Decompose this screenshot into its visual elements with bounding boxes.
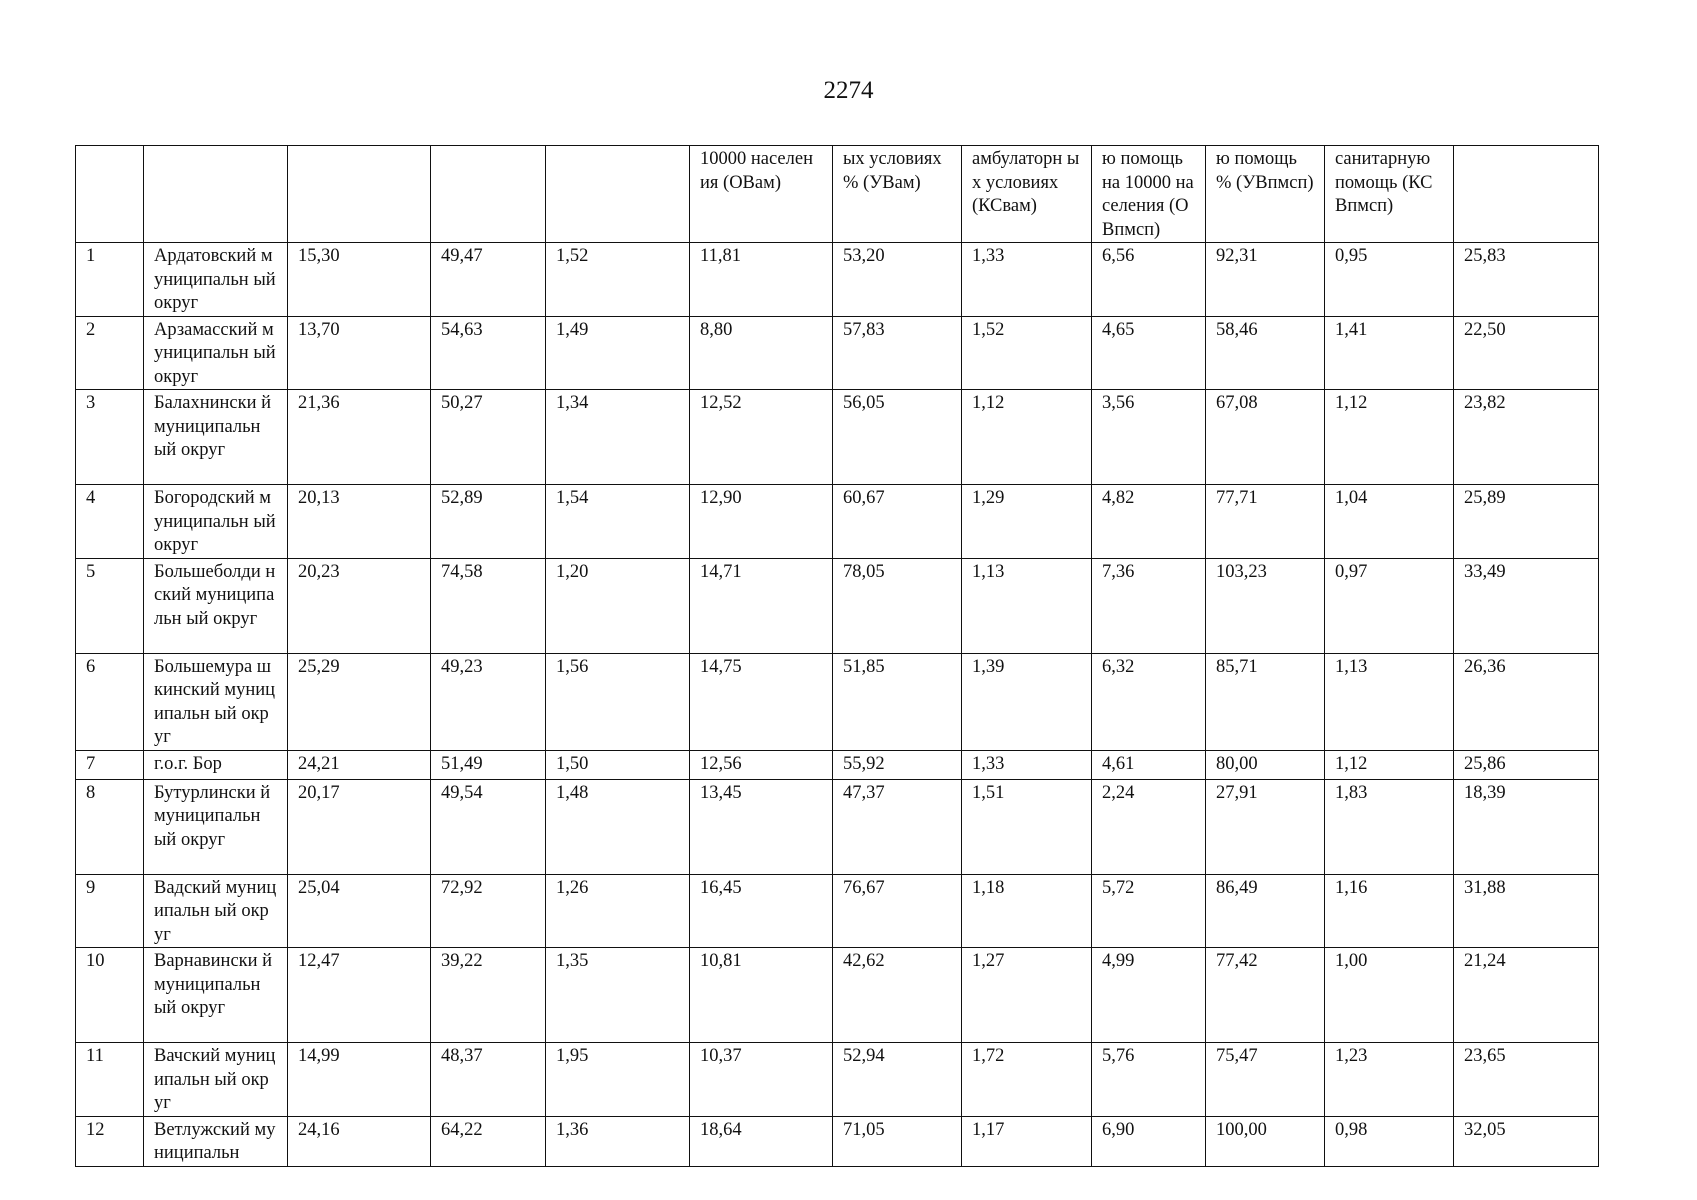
value-cell: 1,18 [962, 874, 1092, 948]
value-cell: 49,47 [431, 243, 546, 317]
value-cell: 23,65 [1454, 1043, 1599, 1117]
row-number-cell: 10 [76, 948, 144, 1043]
row-number-cell: 7 [76, 750, 144, 779]
table-header-row [76, 146, 1599, 243]
value-cell: 72,92 [431, 874, 546, 948]
value-cell: 10,37 [690, 1043, 833, 1117]
value-cell: 1,29 [962, 485, 1092, 559]
value-cell: 1,39 [962, 653, 1092, 750]
district-name-cell: г.о.г. Бор [144, 750, 288, 779]
value-cell: 27,91 [1206, 779, 1325, 874]
value-cell: 0,95 [1325, 243, 1454, 317]
value-cell: 12,47 [288, 948, 431, 1043]
value-cell: 5,76 [1092, 1043, 1206, 1117]
header-cell: 10000 населения (ОВам) [690, 146, 833, 243]
value-cell: 1,12 [962, 390, 1092, 485]
value-cell: 52,89 [431, 485, 546, 559]
value-cell: 1,50 [546, 750, 690, 779]
value-cell: 52,94 [833, 1043, 962, 1117]
row-number-cell: 5 [76, 558, 144, 653]
value-cell: 6,32 [1092, 653, 1206, 750]
district-name-cell: Балахнински й муниципальн ый округ [144, 390, 288, 485]
value-cell: 58,46 [1206, 316, 1325, 390]
row-number-cell: 11 [76, 1043, 144, 1117]
header-cell: ых условиях % (УВам) [833, 146, 962, 243]
value-cell: 7,36 [1092, 558, 1206, 653]
table-row [76, 1043, 1599, 1117]
value-cell: 12,90 [690, 485, 833, 559]
value-cell: 31,88 [1454, 874, 1599, 948]
value-cell: 25,86 [1454, 750, 1599, 779]
value-cell: 25,83 [1454, 243, 1599, 317]
value-cell: 56,05 [833, 390, 962, 485]
value-cell: 92,31 [1206, 243, 1325, 317]
value-cell: 20,17 [288, 779, 431, 874]
value-cell: 1,54 [546, 485, 690, 559]
value-cell: 11,81 [690, 243, 833, 317]
value-cell: 1,33 [962, 243, 1092, 317]
value-cell: 77,71 [1206, 485, 1325, 559]
table-row [76, 948, 1599, 1043]
header-cell [288, 146, 431, 243]
value-cell: 39,22 [431, 948, 546, 1043]
table-row [76, 750, 1599, 779]
value-cell: 1,56 [546, 653, 690, 750]
value-cell: 0,98 [1325, 1116, 1454, 1166]
value-cell: 4,99 [1092, 948, 1206, 1043]
row-number-cell: 9 [76, 874, 144, 948]
value-cell: 47,37 [833, 779, 962, 874]
value-cell: 4,61 [1092, 750, 1206, 779]
value-cell: 54,63 [431, 316, 546, 390]
header-cell [144, 146, 288, 243]
value-cell: 1,72 [962, 1043, 1092, 1117]
district-name-cell: Бутурлински й муниципальн ый округ [144, 779, 288, 874]
value-cell: 71,05 [833, 1116, 962, 1166]
district-name-cell: Большеболди нский муниципальн ый округ [144, 558, 288, 653]
value-cell: 26,36 [1454, 653, 1599, 750]
page-number: 2274 [823, 77, 874, 104]
value-cell: 14,99 [288, 1043, 431, 1117]
value-cell: 25,29 [288, 653, 431, 750]
value-cell: 1,52 [962, 316, 1092, 390]
value-cell: 16,45 [690, 874, 833, 948]
value-cell: 13,70 [288, 316, 431, 390]
value-cell: 74,58 [431, 558, 546, 653]
value-cell: 1,95 [546, 1043, 690, 1117]
value-cell: 5,72 [1092, 874, 1206, 948]
value-cell: 1,41 [1325, 316, 1454, 390]
district-name-cell: Арзамасский муниципальн ый округ [144, 316, 288, 390]
value-cell: 1,48 [546, 779, 690, 874]
district-name-cell: Вачский муниципальн ый округ [144, 1043, 288, 1117]
value-cell: 13,45 [690, 779, 833, 874]
value-cell: 78,05 [833, 558, 962, 653]
value-cell: 12,52 [690, 390, 833, 485]
header-cell: санитарную помощь (КСВпмсп) [1325, 146, 1454, 243]
table-row [76, 874, 1599, 948]
table-row [76, 779, 1599, 874]
value-cell: 4,82 [1092, 485, 1206, 559]
value-cell: 76,67 [833, 874, 962, 948]
row-number-cell: 3 [76, 390, 144, 485]
value-cell: 10,81 [690, 948, 833, 1043]
value-cell: 77,42 [1206, 948, 1325, 1043]
row-number-cell: 2 [76, 316, 144, 390]
value-cell: 14,71 [690, 558, 833, 653]
value-cell: 80,00 [1206, 750, 1325, 779]
district-name-cell: Вадский муниципальн ый округ [144, 874, 288, 948]
value-cell: 33,49 [1454, 558, 1599, 653]
value-cell: 20,23 [288, 558, 431, 653]
value-cell: 64,22 [431, 1116, 546, 1166]
value-cell: 1,26 [546, 874, 690, 948]
value-cell: 6,90 [1092, 1116, 1206, 1166]
value-cell: 57,83 [833, 316, 962, 390]
district-name-cell: Большемура шкинский муниципальн ый округ [144, 653, 288, 750]
table-row [76, 243, 1599, 317]
district-name-cell: Богородский муниципальн ый округ [144, 485, 288, 559]
value-cell: 48,37 [431, 1043, 546, 1117]
value-cell: 21,24 [1454, 948, 1599, 1043]
value-cell: 103,23 [1206, 558, 1325, 653]
value-cell: 18,39 [1454, 779, 1599, 874]
district-name-cell: Ардатовский муниципальн ый округ [144, 243, 288, 317]
header-cell [546, 146, 690, 243]
value-cell: 100,00 [1206, 1116, 1325, 1166]
value-cell: 60,67 [833, 485, 962, 559]
value-cell: 4,65 [1092, 316, 1206, 390]
value-cell: 85,71 [1206, 653, 1325, 750]
value-cell: 12,56 [690, 750, 833, 779]
value-cell: 1,52 [546, 243, 690, 317]
header-cell [431, 146, 546, 243]
header-cell: амбулаторн ых условиях (КСвам) [962, 146, 1092, 243]
table-row [76, 1116, 1599, 1166]
value-cell: 1,49 [546, 316, 690, 390]
value-cell: 32,05 [1454, 1116, 1599, 1166]
value-cell: 2,24 [1092, 779, 1206, 874]
value-cell: 1,13 [1325, 653, 1454, 750]
header-cell [1454, 146, 1599, 243]
value-cell: 23,82 [1454, 390, 1599, 485]
value-cell: 3,56 [1092, 390, 1206, 485]
value-cell: 22,50 [1454, 316, 1599, 390]
value-cell: 53,20 [833, 243, 962, 317]
value-cell: 1,36 [546, 1116, 690, 1166]
value-cell: 1,34 [546, 390, 690, 485]
value-cell: 1,17 [962, 1116, 1092, 1166]
table-row [76, 558, 1599, 653]
value-cell: 1,23 [1325, 1043, 1454, 1117]
value-cell: 24,21 [288, 750, 431, 779]
value-cell: 18,64 [690, 1116, 833, 1166]
value-cell: 1,12 [1325, 390, 1454, 485]
district-name-cell: Варнавински й муниципальн ый округ [144, 948, 288, 1043]
row-number-cell: 1 [76, 243, 144, 317]
value-cell: 1,35 [546, 948, 690, 1043]
value-cell: 25,04 [288, 874, 431, 948]
value-cell: 75,47 [1206, 1043, 1325, 1117]
value-cell: 1,00 [1325, 948, 1454, 1043]
table-row [76, 485, 1599, 559]
value-cell: 21,36 [288, 390, 431, 485]
value-cell: 67,08 [1206, 390, 1325, 485]
value-cell: 42,62 [833, 948, 962, 1043]
value-cell: 49,54 [431, 779, 546, 874]
value-cell: 6,56 [1092, 243, 1206, 317]
value-cell: 1,20 [546, 558, 690, 653]
value-cell: 1,27 [962, 948, 1092, 1043]
value-cell: 49,23 [431, 653, 546, 750]
table-row [76, 653, 1599, 750]
table-row [76, 316, 1599, 390]
value-cell: 20,13 [288, 485, 431, 559]
value-cell: 0,97 [1325, 558, 1454, 653]
value-cell: 51,49 [431, 750, 546, 779]
data-table [75, 145, 1599, 1167]
value-cell: 25,89 [1454, 485, 1599, 559]
value-cell: 24,16 [288, 1116, 431, 1166]
table-row [76, 390, 1599, 485]
value-cell: 50,27 [431, 390, 546, 485]
value-cell: 51,85 [833, 653, 962, 750]
row-number-cell: 4 [76, 485, 144, 559]
value-cell: 1,16 [1325, 874, 1454, 948]
value-cell: 1,33 [962, 750, 1092, 779]
value-cell: 1,04 [1325, 485, 1454, 559]
row-number-cell: 12 [76, 1116, 144, 1166]
value-cell: 55,92 [833, 750, 962, 779]
value-cell: 8,80 [690, 316, 833, 390]
header-cell [76, 146, 144, 243]
value-cell: 15,30 [288, 243, 431, 317]
header-cell: ю помощь на 10000 населения (ОВпмсп) [1092, 146, 1206, 243]
value-cell: 86,49 [1206, 874, 1325, 948]
value-cell: 14,75 [690, 653, 833, 750]
row-number-cell: 8 [76, 779, 144, 874]
district-name-cell: Ветлужский муниципальн [144, 1116, 288, 1166]
value-cell: 1,83 [1325, 779, 1454, 874]
value-cell: 1,12 [1325, 750, 1454, 779]
value-cell: 1,51 [962, 779, 1092, 874]
value-cell: 1,13 [962, 558, 1092, 653]
row-number-cell: 6 [76, 653, 144, 750]
header-cell: ю помощь % (УВпмсп) [1206, 146, 1325, 243]
